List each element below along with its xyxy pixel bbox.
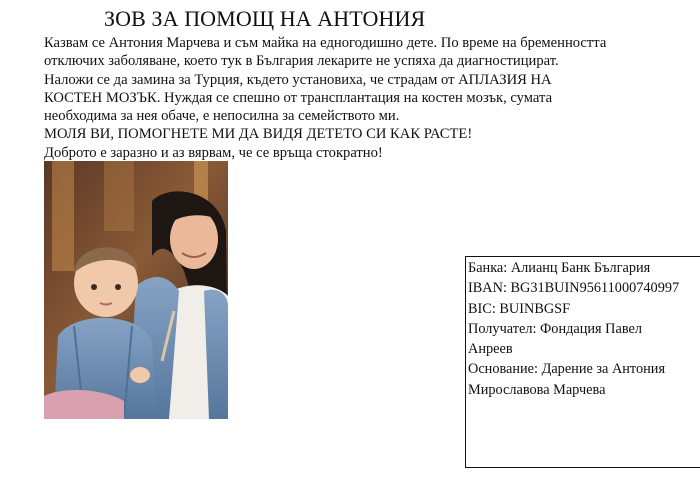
bic: BIC: BUINBGSF [468, 300, 571, 317]
recipient: Получател: Фондация Павел [468, 320, 642, 337]
page-title: ЗОВ ЗА ПОМОЩ НА АНТОНИЯ [104, 6, 426, 31]
bank-name: Банка: Алианц Банк България [468, 260, 651, 276]
recipient-continued: Анреев [468, 341, 513, 358]
mother-and-child-photo [44, 161, 228, 419]
purpose: Основание: Дарение за Антония [468, 361, 666, 378]
appeal-line: отключих заболяване, което тук в България лекарите не успяха да диагностицират. [44, 53, 559, 70]
iban: IBAN: BG31BUIN95611000740997 [468, 280, 680, 297]
appeal-line: Доброто е заразно и аз вярвам, че се връща стократно! [44, 144, 383, 161]
appeal-line: КОСТЕН МОЗЪК. Нуждая се спешно от трансплантация на костен мозък, сумата [44, 89, 553, 106]
purpose-continued: Мирославова Марчева [468, 381, 606, 398]
appeal-line: необходима за нея обаче, е непосилна за семейството ми. [44, 108, 400, 125]
bank-details-box [465, 256, 700, 468]
appeal-line: Наложи се да замина за Турция, където установиха, че страдам от АПЛАЗИЯ НА [44, 71, 552, 88]
appeal-line: Казвам се Антония Марчева и съм майка на едногодишно дете. По време на бременността [44, 35, 607, 51]
appeal-plea-line: МОЛЯ ВИ, ПОМОГНЕТЕ МИ ДА ВИДЯ ДЕТЕТО СИ КАК РАСТЕ! [44, 126, 473, 143]
appeal-text [44, 34, 694, 162]
